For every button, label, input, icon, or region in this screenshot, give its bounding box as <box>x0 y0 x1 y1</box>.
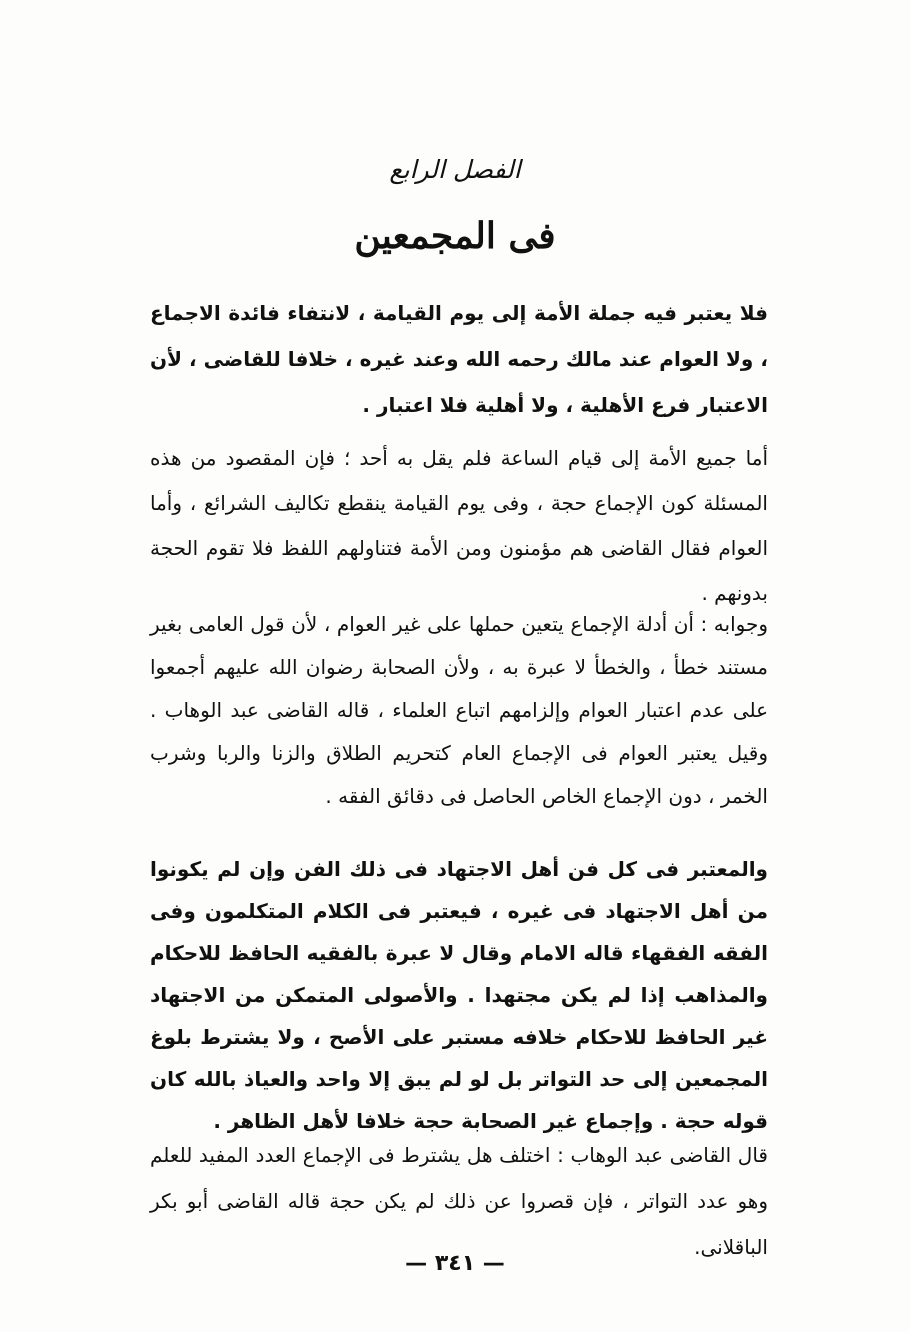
paragraph-3: وجوابه : أن أدلة الإجماع يتعين حملها على غير العوام ، لأن قول العامى بغير مستند خطأ ، والخطأ لا عبرة به ، ولأن الصحابة رضوان الله عليهم أجمعوا على عدم اعتبار العوام وإلزامهم اتباع العلماء ، قاله القاضى عبد الوهاب . وقيل يعتبر العوام فى الإجماع العام كتحريم الطلاق والزنا والربا وشرب الخمر ، دون الإجماع الخاص الحاصل فى دقائق الفقه . <box>150 612 768 808</box>
paragraph-1: فلا يعتبر فيه جملة الأمة إلى يوم القيامة ، لانتفاء فائدة الاجماع ، ولا العوام عند مالك رحمه الله وعند غيره ، خلافا للقاضى ، لأن الاعتبار فرع الأهلية ، ولا أهلية فلا اعتبار . <box>150 301 768 417</box>
paragraph-2: أما جميع الأمة إلى قيام الساعة فلم يقل به أحد ؛ فإن المقصود من هذه المسئلة كون الإجماع حجة ، وفى يوم القيامة ينقطع تكاليف الشرائع ، وأما العوام فقال القاضى هم مؤمنون ومن الأمة فتناولهم اللفظ فلا تقوم الحجة بدونهم . <box>150 446 768 605</box>
page-number: — ٣٤١ — <box>405 1251 505 1276</box>
chapter-label: الفصل الرابع <box>389 155 521 184</box>
chapter-title: فى المجمعين <box>354 215 556 257</box>
paragraph-5: قال القاضى عبد الوهاب : اختلف هل يشترط فى الإجماع العدد المفيد للعلم وهو عدد التواتر ، فإن قصروا عن ذلك لم يكن حجة قاله القاضى أبو بكر الباقلانى. <box>150 1143 768 1259</box>
paragraph-4: والمعتبر فى كل فن أهل الاجتهاد فى ذلك الفن وإن لم يكونوا من أهل الاجتهاد فى غيره ، فيعتبر فى الكلام المتكلمون وفى الفقه الفقهاء قاله الامام وقال لا عبرة بالفقيه الحافظ للاحكام والمذاهب إذا لم يكن مجتهدا . والأصولى المتمكن من الاجتهاد غير الحافظ للاحكام خلافه مستبر على الأصح ، ولا يشترط بلوغ المجمعين إلى حد التواتر بل لو لم يبق إلا واحد والعياذ بالله كان قوله حجة . وإجماع غير الصحابة حجة خلافا لأهل الظاهر . <box>150 857 768 1133</box>
